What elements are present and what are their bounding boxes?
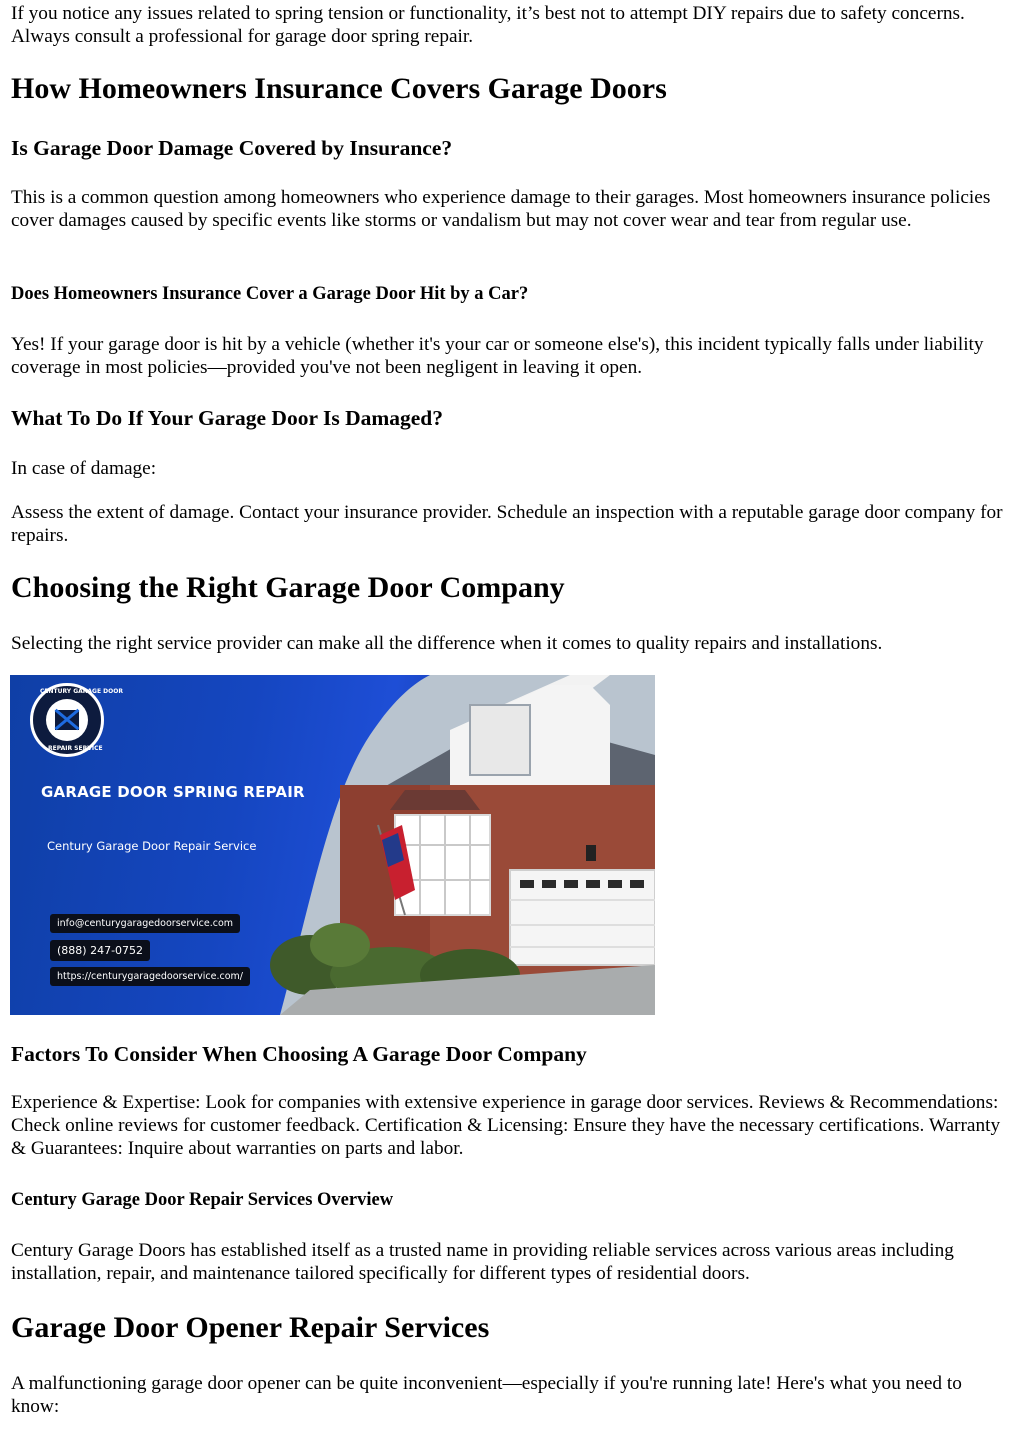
covered-paragraph: This is a common question among homeowners who experience damage to their garages. Most homeowners insurance policies cover damages caused by specific events like storms or vandalism but may not cover wear and tear from regular use. [11,187,991,231]
century-paragraph: Century Garage Doors has established itself as a trusted name in providing reliable services across various areas including installation, repair, and maintenance tailored specifically for different types of residential doors. [11,1240,954,1284]
heading-choosing: Choosing the Right Garage Door Company [11,571,565,604]
heading-insurance: How Homeowners Insurance Covers Garage Doors [11,72,667,105]
logo-top-text: CENTURY GARAGE DOOR [40,688,123,695]
factors-paragraph: Experience & Expertise: Look for companies with extensive experience in garage door services. Reviews & Recommendations: Check online reviews for customer feedback. Certification & Licensing: Ensure they have the necessary certifications. Warranty & Guarantees: Inquire about warranties on parts and labor. [11,1092,1001,1159]
in-case-paragraph: In case of damage: [11,458,157,479]
banner-subtitle: Century Garage Door Repair Service [47,839,257,853]
selecting-paragraph: Selecting the right service provider can make all the difference when it comes to quality repairs and installations. [11,633,883,654]
opener-paragraph: A malfunctioning garage door opener can be quite inconvenient—especially if you're running late! Here's what you need to know: [11,1373,962,1417]
intro-paragraph: If you notice any issues related to spring tension or functionality, it’s best not to attempt DIY repairs due to safety concerns. Always consult a professional for garage door spring repair. [11,3,965,47]
heading-what-to-do: What To Do If Your Garage Door Is Damaged? [11,406,444,430]
banner-email: info@centurygaragedoorservice.com [50,914,240,933]
banner-title: GARAGE DOOR SPRING REPAIR [41,783,305,801]
heading-car: Does Homeowners Insurance Cover a Garage Door Hit by a Car? [11,284,529,304]
steps-paragraph: Assess the extent of damage. Contact your insurance provider. Schedule an inspection with a reputable garage door company for repairs. [11,502,1003,546]
banner-website: https://centurygaragedoorservice.com/ [50,967,250,986]
heading-opener: Garage Door Opener Repair Services [11,1311,490,1344]
spring-repair-banner-image [10,675,655,1015]
heading-overview: Century Garage Door Repair Services Overview [11,1190,394,1210]
car-paragraph: Yes! If your garage door is hit by a vehicle (whether it's your car or someone else's), this incident typically falls under liability coverage in most policies—provided you've not been negligent in leaving it open. [11,334,984,378]
heading-covered: Is Garage Door Damage Covered by Insurance? [11,136,453,160]
logo-bottom-text: REPAIR SERVICE [48,745,103,752]
banner-phone: (888) 247-0752 [50,940,150,961]
heading-factors: Factors To Consider When Choosing A Garage Door Company [11,1042,587,1066]
tools-icon [55,710,79,730]
